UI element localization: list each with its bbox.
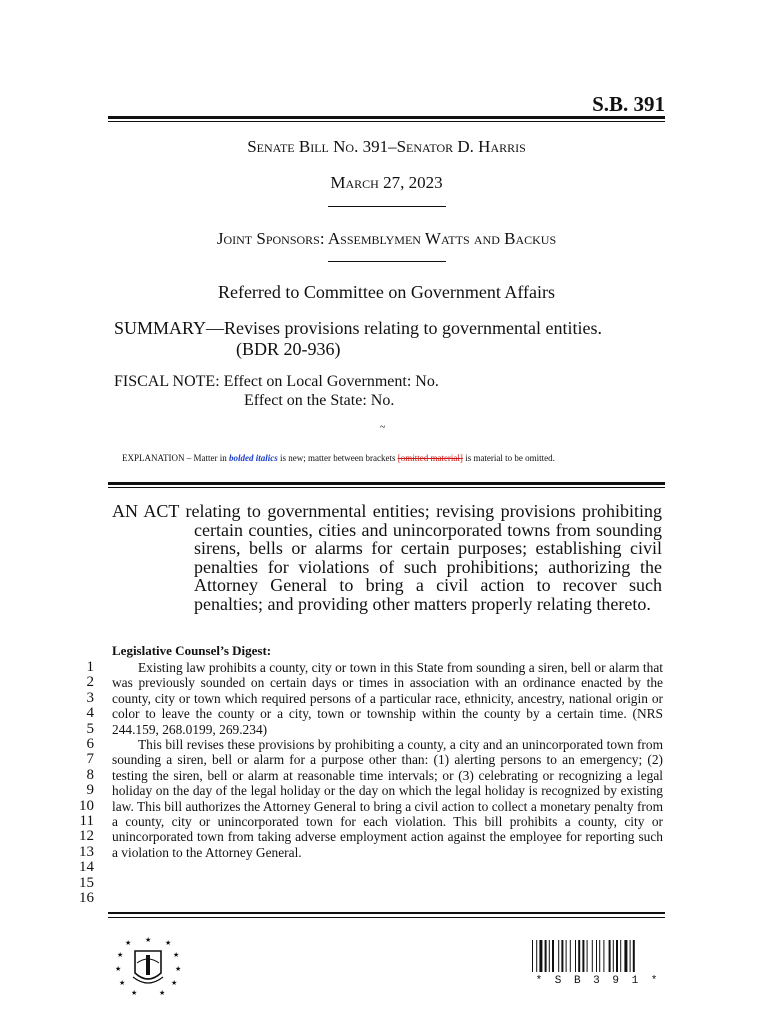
header-rule xyxy=(108,116,665,119)
line-number: 12 xyxy=(79,828,94,845)
tilde-mark: ~ xyxy=(380,422,386,433)
barcode-bar xyxy=(592,940,593,972)
barcode-bar xyxy=(609,940,611,972)
line-number: 15 xyxy=(79,874,94,891)
header-rule-thin xyxy=(108,121,665,122)
explanation-middle: is new; matter between brackets xyxy=(277,453,398,463)
svg-text:★: ★ xyxy=(131,989,138,997)
explanation xyxy=(122,453,555,463)
barcode-bar xyxy=(620,940,621,972)
separator-line xyxy=(328,261,446,262)
barcode-bar xyxy=(587,940,588,972)
barcode-bar xyxy=(603,940,604,972)
fiscal-note-label: FISCAL NOTE: xyxy=(114,373,220,390)
explanation-new-text: bolded italics xyxy=(229,453,278,463)
joint-sponsors: Joint Sponsors: Assemblymen Watts and Backus xyxy=(216,229,557,248)
svg-text:★: ★ xyxy=(117,951,124,959)
section-rule-thin xyxy=(108,487,665,488)
fiscal-note-local: Effect on Local Government: No. xyxy=(223,373,439,390)
barcode-bar xyxy=(549,940,550,972)
barcode-bar xyxy=(558,940,559,972)
fiscal-note xyxy=(114,372,439,409)
footer-rule-thin xyxy=(108,917,665,918)
barcode-bar xyxy=(596,940,597,972)
barcode-bar xyxy=(532,940,533,972)
digest-paragraph: This bill revises these provisions by prohibiting a county, a city and an unincorporated town from sounding a siren, bell or alarm for a purpose other than: (1) alerting persons to an emergency; (2) testing the siren, bell or alarm at reasonable time intervals; or (3) celebrating or recognizing a legal holiday on the day of the legal holiday or the day on which the legal holiday is recognized by existing law. This bill authorizes the Attorney General to bring a civil action to collect a monetary penalty from a county, city or unincorporated town for each violation. This bill prohibits a county, city or unincorporated town from taking adverse employment action against the employee for reporting such a violation to the Attorney General. xyxy=(112,737,663,860)
act-text: AN ACT relating to governmental entities; revising provisions prohibiting certain counties, cities and unincorporated towns from sounding sirens, bells or alarms for certain purposes; establishing civil penalties for violations of such prohibitions; authorizing the Attorney General to bring a civil action to recover such penalties; and providing other matters properly relating thereto. xyxy=(112,501,662,614)
barcode-bar xyxy=(578,940,580,972)
fiscal-note-state: Effect on the State: No. xyxy=(244,392,395,409)
footer-rule xyxy=(108,912,665,914)
digest-paragraph: Existing law prohibits a county, city or town in this State from sounding a siren, bell or alarm that was previously sounded on certain days or times in association with an ordinance enacted by the county, city or town which required persons of a particular race, ethnicity, ancestry, national origin or color to leave the county or a city, town or township within the county by a certain time. (NRS 244.159, 268.0199, 269.234) xyxy=(112,660,663,737)
line-number: 13 xyxy=(79,843,94,860)
svg-text:★: ★ xyxy=(125,939,132,947)
section-rule xyxy=(108,482,665,485)
barcode-icon xyxy=(532,940,664,978)
svg-text:★: ★ xyxy=(171,979,178,987)
line-number: 5 xyxy=(86,720,94,737)
separator-line xyxy=(328,206,446,207)
barcode-bar xyxy=(613,940,614,972)
bill-date: March 27, 2023 xyxy=(330,173,443,192)
barcode-bar xyxy=(552,940,554,972)
barcode-bar xyxy=(566,940,567,972)
digest-heading: Legislative Counsel’s Digest: xyxy=(112,643,272,658)
state-seal-icon xyxy=(113,933,183,999)
explanation-suffix: is material to be omitted. xyxy=(462,453,555,463)
line-number: 8 xyxy=(86,766,94,783)
barcode-bar xyxy=(539,940,542,972)
line-number: 11 xyxy=(79,813,94,830)
barcode-bar xyxy=(633,940,635,972)
bill-title: Senate Bill No. 391–Senator D. Harris xyxy=(247,137,526,156)
barcode-bar xyxy=(561,940,563,972)
barcode-bar xyxy=(599,940,600,972)
line-number: 9 xyxy=(86,782,94,799)
line-number: 1 xyxy=(86,659,94,675)
barcode-bar xyxy=(616,940,618,972)
explanation-prefix: EXPLANATION – Matter in xyxy=(122,453,229,463)
svg-text:★: ★ xyxy=(115,965,122,973)
svg-text:★: ★ xyxy=(119,979,126,987)
committee-referral: Referred to Committee on Government Affairs xyxy=(217,282,556,302)
barcode-bar xyxy=(570,940,571,972)
svg-text:★: ★ xyxy=(173,951,180,959)
barcode-bar xyxy=(624,940,627,972)
line-numbers xyxy=(76,660,94,907)
line-number: 14 xyxy=(79,859,94,876)
act-title xyxy=(112,502,662,613)
summary xyxy=(114,318,602,359)
line-number: 3 xyxy=(86,689,94,706)
svg-text:★: ★ xyxy=(159,989,166,997)
barcode-bar xyxy=(575,940,576,972)
summary-text: SUMMARY—Revises provisions relating to governmental entities. xyxy=(114,318,602,338)
bdr-number: (BDR 20-936) xyxy=(236,339,341,359)
line-number: 16 xyxy=(79,890,94,907)
line-number: 10 xyxy=(79,797,94,814)
bill-number: S.B. 391 xyxy=(592,92,665,116)
line-number: 2 xyxy=(86,674,94,691)
digest-body xyxy=(112,660,663,860)
line-number: 7 xyxy=(86,751,94,768)
line-number: 6 xyxy=(86,736,94,753)
svg-text:★: ★ xyxy=(145,936,152,944)
barcode-bar xyxy=(545,940,547,972)
explanation-omitted-text: [omitted material] xyxy=(397,453,463,463)
svg-text:★: ★ xyxy=(165,939,172,947)
barcode-bar xyxy=(630,940,631,972)
barcode-text: * S B 3 9 1 * xyxy=(535,975,661,987)
line-number: 4 xyxy=(86,705,94,722)
barcode-bar xyxy=(582,940,584,972)
barcode-bar xyxy=(536,940,537,972)
svg-text:★: ★ xyxy=(175,965,182,973)
